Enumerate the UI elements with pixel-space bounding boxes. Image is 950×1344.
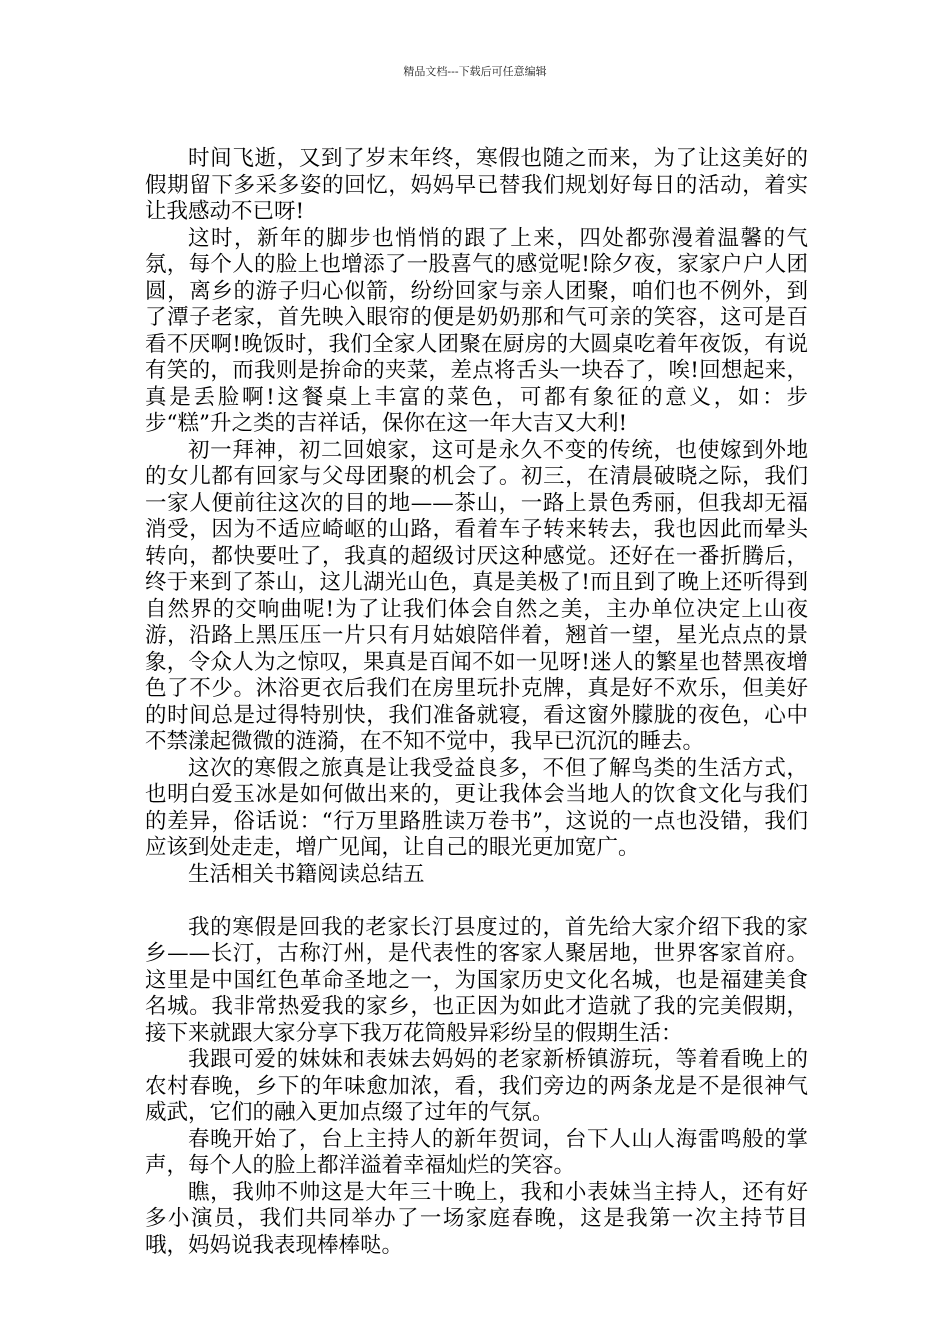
paragraph: 我的寒假是回我的老家长汀县度过的，首先给大家介绍下我的家乡——长汀，古称汀州，是代表性的客家人聚居地，世界客家首府。这里是中国红色革命圣地之一，为国家历史文化名城，也是福建美食名城。我非常热爱我的家乡，也正因为如此才造就了我的完美假期，接下来就跟大家分享下我万花筒般异彩纷呈的假期生活： xyxy=(145,914,808,1046)
paragraph: 初一拜神，初二回娘家，这可是永久不变的传统，也使嫁到外地的女儿都有回家与父母团聚的机会了。初三，在清晨破晓之际，我们一家人便前往这次的目的地——茶山，一路上景色秀丽，但我却无福消受，因为不适应崎岖的山路，看着车子转来转去，我也因此而晕头转向，都快要吐了，我真的超级讨厌这种感觉。还好在一番折腾后，终于来到了茶山，这儿湖光山色，真是美极了!而且到了晚上还听得到自然界的交响曲呢!为了让我们体会自然之美，主办单位决定上山夜游，沿路上黑压压一片只有月姑娘陪伴着，翘首一望，星光点点的景象，令众人为之惊叹，果真是百闻不如一见呀!迷人的繁星也替黑夜增色了不少。沐浴更衣后我们在房里玩扑克牌，真是好不欢乐，但美好的时间总是过得特别快，我们准备就寝，看这窗外朦胧的夜色，心中不禁漾起微微的涟漪，在不知不觉中，我早已沉沉的睡去。 xyxy=(145,437,808,754)
document-body xyxy=(145,146,808,1259)
page-header: 精品文档---下载后可任意编辑 xyxy=(403,65,547,78)
paragraph: 时间飞逝，又到了岁末年终，寒假也随之而来，为了让这美好的假期留下多采多姿的回忆，妈妈早已替我们规划好每日的活动，着实让我感动不已呀! xyxy=(145,146,808,224)
paragraph: 这次的寒假之旅真是让我受益良多，不但了解鸟类的生活方式，也明白爱玉冰是如何做出来的，更让我体会当地人的饮食文化与我们的差异，俗话说：“行万里路胜读万卷书”，这说的一点也没错，我们应该到处走走，增广见闻，让自己的眼光更加宽广。 xyxy=(145,755,808,860)
blank-line xyxy=(145,888,808,915)
paragraph: 这时，新年的脚步也悄悄的跟了上来，四处都弥漫着温馨的气氛，每个人的脸上也增添了一股喜气的感觉呢!除夕夜，家家户户人团圆，离乡的游子归心似箭，纷纷回家与亲人团聚，咱们也不例外，到了潭子老家，首先映入眼帘的便是奶奶那和气可亲的笑容，这可是百看不厌啊!晚饭时，我们全家人团聚在厨房的大圆桌吃着年夜饭，有说有笑的，而我则是拚命的夹菜，差点将舌头一块吞了，唉!回想起来，真是丢脸啊!这餐桌上丰富的菜色，可都有象征的意义，如：步步“糕”升之类的吉祥话，保你在这一年大吉又大利! xyxy=(145,225,808,436)
paragraph: 瞧，我帅不帅这是大年三十晚上，我和小表妹当主持人，还有好多小演员，我们共同举办了一场家庭春晚，这是我第一次主持节目哦，妈妈说我表现棒棒哒。 xyxy=(145,1179,808,1258)
section-title: 生活相关书籍阅读总结五 xyxy=(188,861,425,887)
paragraph: 春晚开始了，台上主持人的新年贺词，台下人山人海雷鸣般的掌声，每个人的脸上都洋溢着幸福灿烂的笑容。 xyxy=(145,1126,808,1178)
paragraph: 我跟可爱的妹妹和表妹去妈妈的老家新桥镇游玩，等着看晚上的农村春晚，乡下的年味愈加浓，看，我们旁边的两条龙是不是很神气威武，它们的融入更加点缀了过年的气氛。 xyxy=(145,1047,808,1125)
